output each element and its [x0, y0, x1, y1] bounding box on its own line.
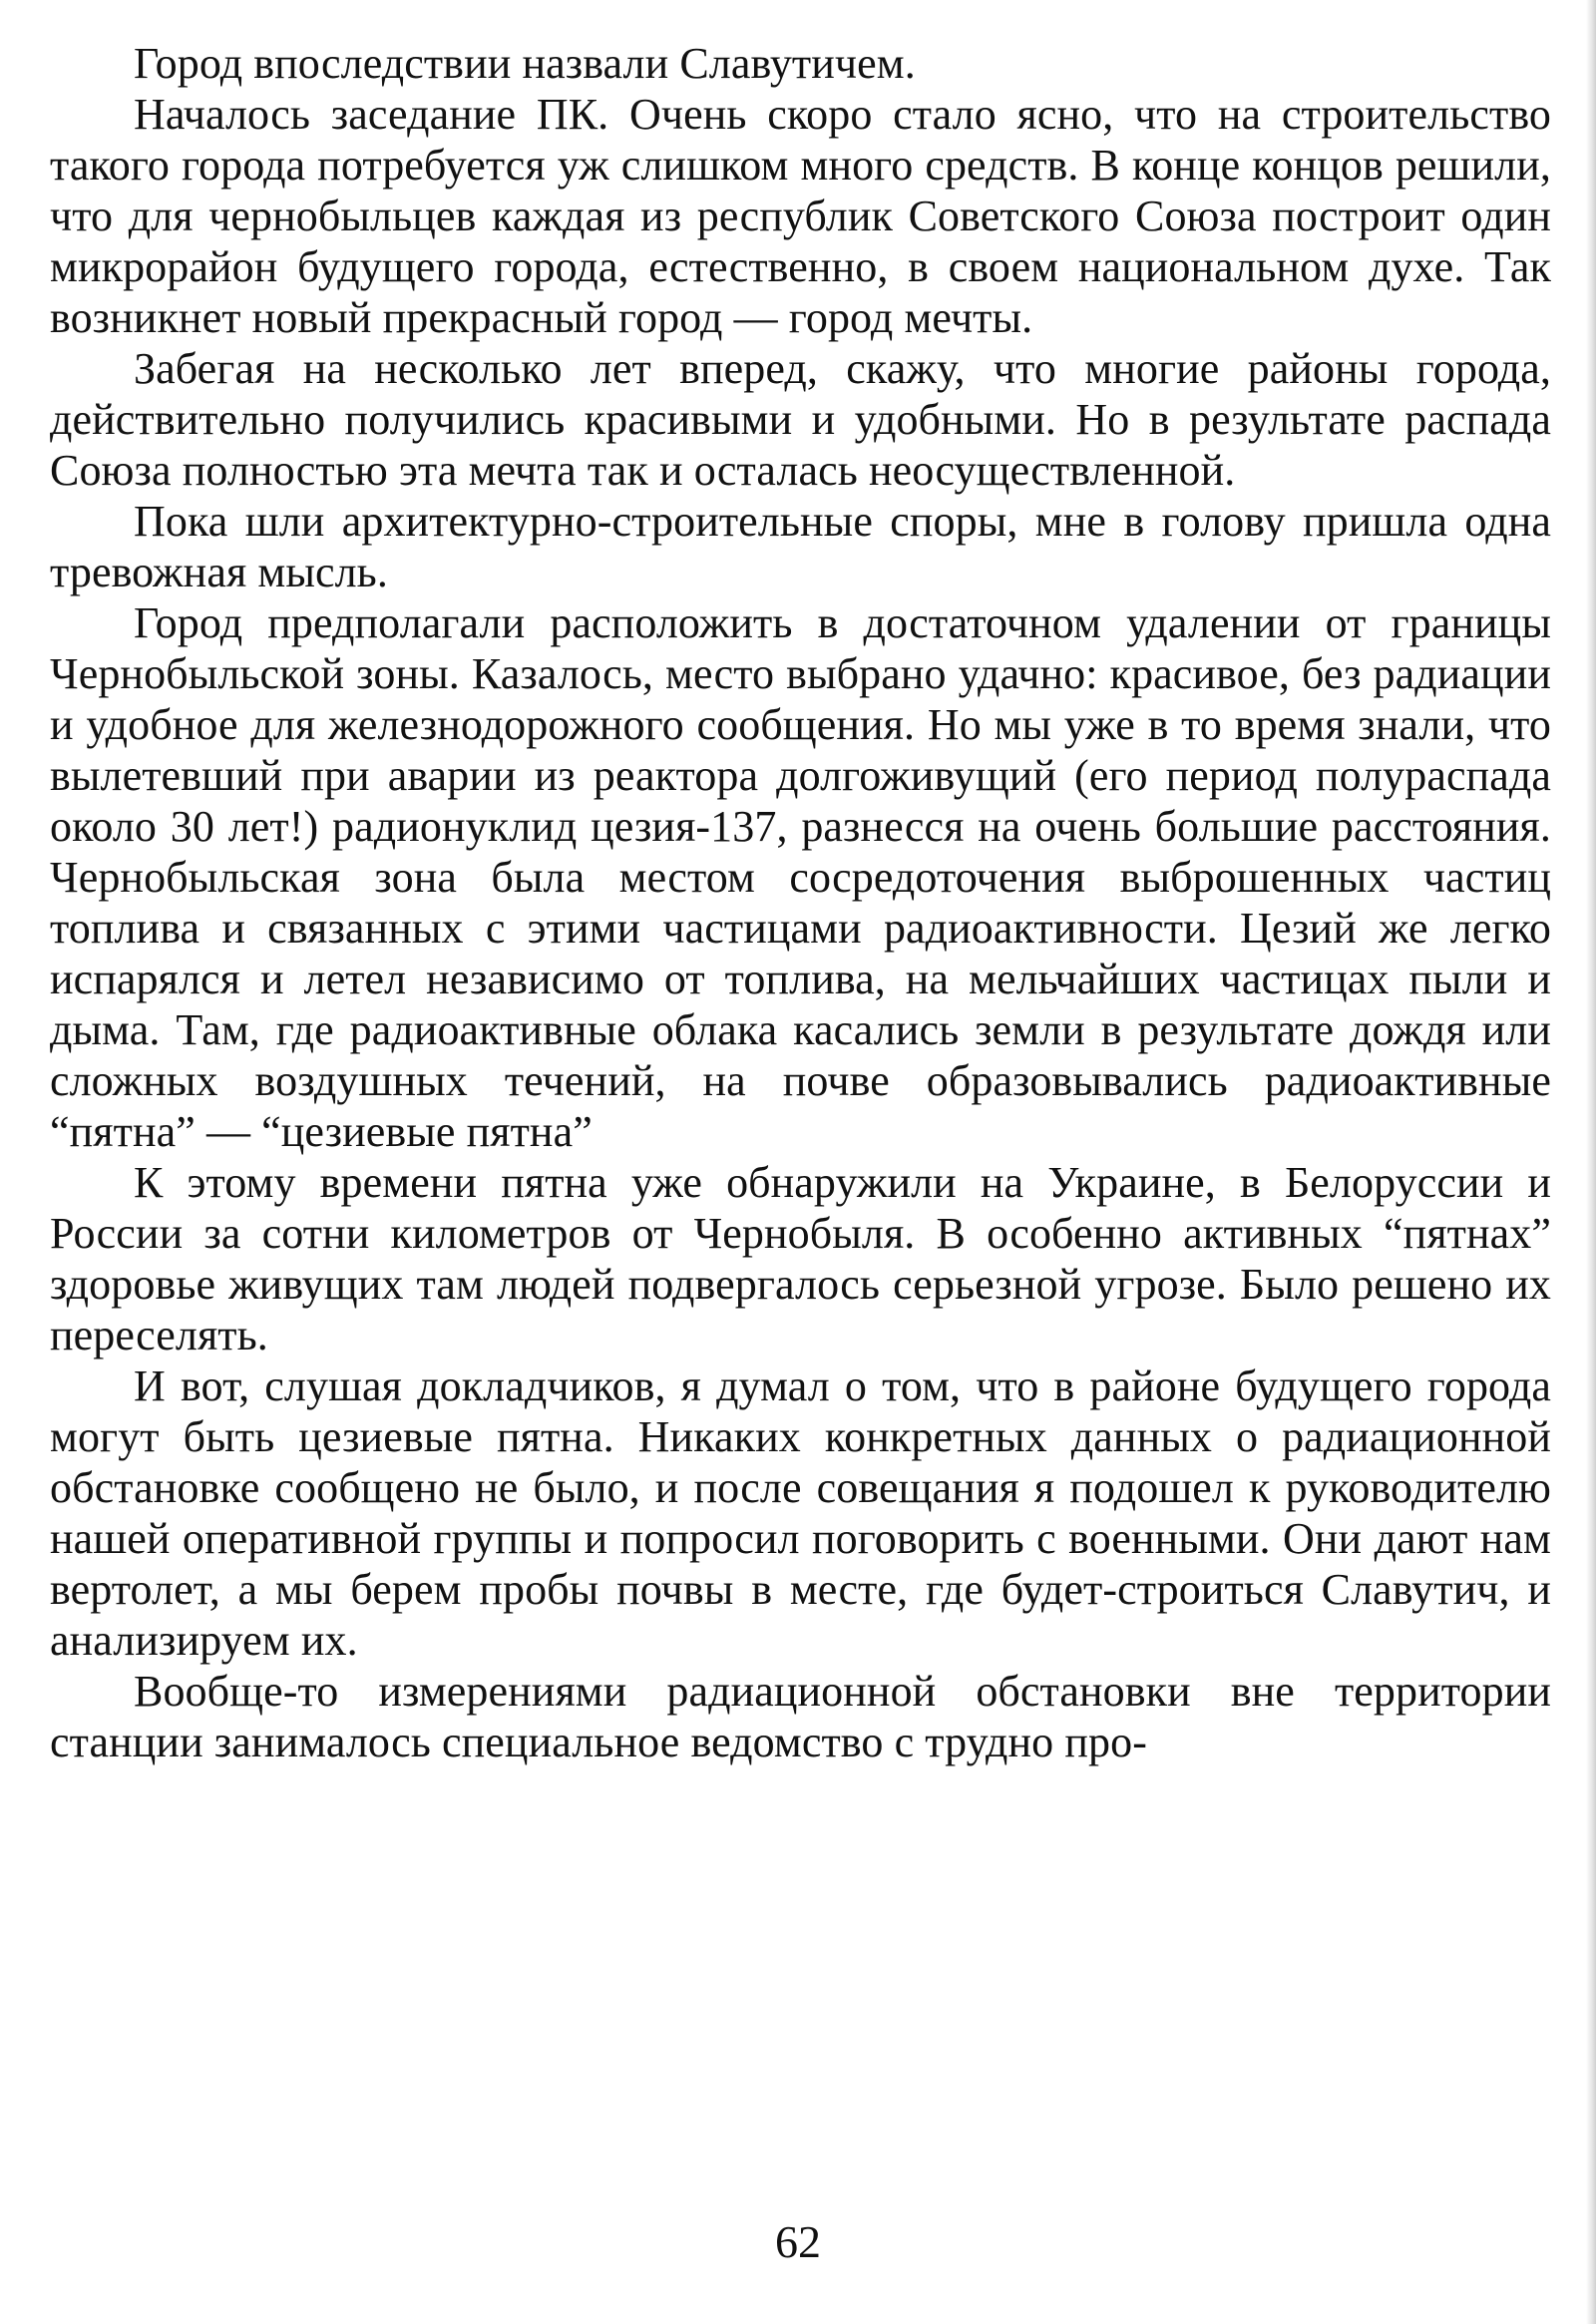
- paragraph: Город предполагали расположить в достаточном удалении от границы Чернобыльской зоны. Казалось, место выбрано удачно: красивое, без радиации и удобное для железнодорожного сообщения. Но мы уже в то время знали, что вылетевший при аварии из реактора долгоживущий (его период полураспада около 30 лет!) радионуклид цезия-137, разнесся на очень большие расстояния. Чернобыльская зона была местом сосредоточения выброшенных частиц топлива и связанных с этими частицами радиоактивности. Цезий же легко испарялся и летел независимо от топлива, на мельчайших частицах пыли и дыма. Там, где радиоактивные облака касались земли в результате дождя или сложных воздушных течений, на почве образовывались радиоактивные “пятна” — “цезиевые пятна”: [50, 598, 1551, 1156]
- body-text: [50, 38, 1551, 1767]
- paragraph: Началось заседание ПК. Очень скоро стало ясно, что на строительство такого города потребуется уж слишком много средств. В конце концов решили, что для чернобыльцев каждая из республик Советского Союза построит один микрорайон будущего города, естественно, в своем национальном духе. Так возникнет новый прекрасный город — город мечты.: [50, 90, 1551, 342]
- paragraph: Вообще-то измерениями радиационной обстановки вне территории станции занималось специальное ведомство с трудно про-: [50, 1667, 1551, 1766]
- page-number: 62: [775, 2216, 821, 2267]
- paragraph: Город впоследствии назвали Славутичем.: [134, 39, 916, 88]
- paragraph: И вот, слушая докладчиков, я думал о том, что в районе будущего города могут быть цезиевые пятна. Никаких конкретных данных о радиационной обстановке сообщено не было, и после совещания я подошел к руководителю нашей оперативной группы и попросил поговорить с военными. Они дают нам вертолет, а мы берем пробы почвы в месте, где будет-строиться Славутич, и анализируем их.: [50, 1361, 1551, 1665]
- page-edge-shadow: [1586, 0, 1596, 2324]
- paragraph: К этому времени пятна уже обнаружили на Украине, в Белоруссии и России за сотни километров от Чернобыля. В особенно активных “пятнах” здоровье живущих там людей подвергалось серьезной угрозе. Было решено их переселять.: [50, 1158, 1551, 1359]
- paragraph: Забегая на несколько лет вперед, скажу, что многие районы города, действительно получились красивыми и удобными. Но в результате распада Союза полностью эта мечта так и осталась неосуществленной.: [50, 344, 1551, 495]
- paragraph: Пока шли архитектурно-строительные споры, мне в голову пришла одна тревожная мысль.: [50, 497, 1551, 596]
